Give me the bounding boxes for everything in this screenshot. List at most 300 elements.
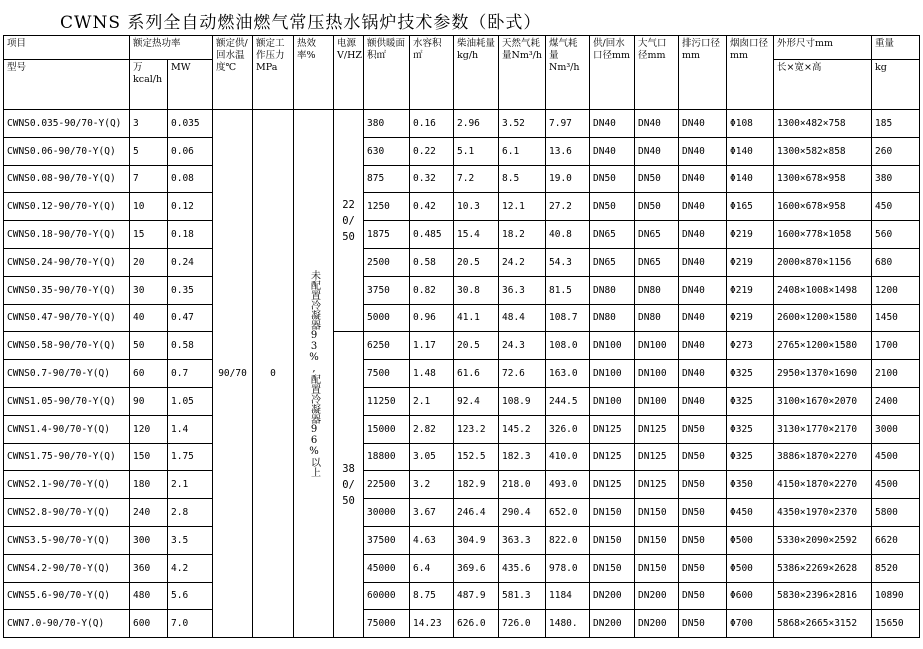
cell-chimney: Φ450 [727, 499, 774, 527]
cell-diesel: 2.96 [454, 110, 499, 138]
cell-diesel: 123.2 [454, 415, 499, 443]
cell-drain: DN40 [679, 248, 727, 276]
cell-kcal: 3 [130, 110, 168, 138]
cell-supply-return: DN100 [590, 387, 635, 415]
cell-city-gas: 1480. [546, 610, 590, 638]
cell-atmosphere: DN150 [635, 526, 679, 554]
cell-water-volume: 14.23 [410, 610, 454, 638]
header-model: 型号 [4, 60, 130, 110]
cell-natural-gas: 363.3 [499, 526, 546, 554]
cell-heating-area: 380 [364, 110, 410, 138]
cell-heating-area: 22500 [364, 471, 410, 499]
cell-dimension: 2000×870×1156 [774, 248, 872, 276]
cell-natural-gas: 72.6 [499, 360, 546, 388]
cell-chimney: Φ325 [727, 415, 774, 443]
cell-drain: DN40 [679, 221, 727, 249]
cell-weight: 6620 [872, 526, 920, 554]
cell-mw: 0.58 [168, 332, 213, 360]
cell-heating-area: 5000 [364, 304, 410, 332]
cell-chimney: Φ165 [727, 193, 774, 221]
header-row-1 [4, 36, 920, 60]
cell-model: CWNS0.24-90/70-Y(Q) [4, 248, 130, 276]
cell-weight: 8520 [872, 554, 920, 582]
cell-city-gas: 1184 [546, 582, 590, 610]
cell-model: CWNS0.47-90/70-Y(Q) [4, 304, 130, 332]
cell-supply-return: DN50 [590, 165, 635, 193]
cell-dimension: 1300×582×858 [774, 137, 872, 165]
cell-weight: 260 [872, 137, 920, 165]
cell-natural-gas: 24.2 [499, 248, 546, 276]
cell-atmosphere: DN125 [635, 443, 679, 471]
cell-supply-return: DN50 [590, 193, 635, 221]
cell-weight: 2100 [872, 360, 920, 388]
cell-heating-area: 75000 [364, 610, 410, 638]
cell-natural-gas: 18.2 [499, 221, 546, 249]
header-diesel: 柴油耗量kg/h [454, 36, 499, 110]
cell-model: CWNS3.5-90/70-Y(Q) [4, 526, 130, 554]
cell-dimension: 2765×1200×1580 [774, 332, 872, 360]
cell-dimension: 3130×1770×2170 [774, 415, 872, 443]
table-row [4, 415, 920, 443]
cell-heating-area: 3750 [364, 276, 410, 304]
cell-city-gas: 108.0 [546, 332, 590, 360]
cell-heating-area: 7500 [364, 360, 410, 388]
cell-supply-return: DN125 [590, 415, 635, 443]
cell-diesel: 487.9 [454, 582, 499, 610]
cell-chimney: Φ219 [727, 221, 774, 249]
cell-natural-gas: 182.3 [499, 443, 546, 471]
cell-heating-area: 37500 [364, 526, 410, 554]
cell-water-volume: 4.63 [410, 526, 454, 554]
cell-chimney: Φ700 [727, 610, 774, 638]
cell-drain: DN50 [679, 526, 727, 554]
cell-kcal: 90 [130, 387, 168, 415]
cell-atmosphere: DN150 [635, 554, 679, 582]
cell-model: CWNS2.8-90/70-Y(Q) [4, 499, 130, 527]
cell-chimney: Φ325 [727, 387, 774, 415]
cell-supply-return: DN200 [590, 582, 635, 610]
cell-weight: 450 [872, 193, 920, 221]
header-unit-mw: MW [168, 60, 213, 110]
cell-chimney: Φ273 [727, 332, 774, 360]
cell-drain: DN50 [679, 415, 727, 443]
cell-weight: 10890 [872, 582, 920, 610]
cell-mw: 0.47 [168, 304, 213, 332]
cell-dimension: 5386×2269×2628 [774, 554, 872, 582]
cell-diesel: 182.9 [454, 471, 499, 499]
cell-weight: 5800 [872, 499, 920, 527]
cell-atmosphere: DN200 [635, 582, 679, 610]
cell-mw: 0.18 [168, 221, 213, 249]
table-row [4, 554, 920, 582]
cell-mw: 2.1 [168, 471, 213, 499]
cell-weight: 4500 [872, 471, 920, 499]
cell-kcal: 480 [130, 582, 168, 610]
cell-mw: 5.6 [168, 582, 213, 610]
cell-diesel: 369.6 [454, 554, 499, 582]
cell-kcal: 120 [130, 415, 168, 443]
table-row [4, 221, 920, 249]
cell-mw: 4.2 [168, 554, 213, 582]
cell-natural-gas: 145.2 [499, 415, 546, 443]
cell-supply-return: DN65 [590, 248, 635, 276]
cell-heating-area: 45000 [364, 554, 410, 582]
cell-dimension: 3886×1870×2270 [774, 443, 872, 471]
cell-dimension: 5330×2090×2592 [774, 526, 872, 554]
cell-model: CWNS5.6-90/70-Y(Q) [4, 582, 130, 610]
cell-atmosphere: DN125 [635, 415, 679, 443]
cell-kcal: 5 [130, 137, 168, 165]
header-supply-return: 供/回水口径mm [590, 36, 635, 110]
cell-weight: 3000 [872, 415, 920, 443]
cell-weight: 680 [872, 248, 920, 276]
merged-efficiency-text: 未配置冷凝器93%,配置冷凝器96%以上 [308, 270, 320, 478]
cell-drain: DN40 [679, 360, 727, 388]
cell-drain: DN50 [679, 471, 727, 499]
cell-mw: 3.5 [168, 526, 213, 554]
cell-mw: 2.8 [168, 499, 213, 527]
cell-supply-return: DN125 [590, 443, 635, 471]
cell-natural-gas: 8.5 [499, 165, 546, 193]
cell-heating-area: 18800 [364, 443, 410, 471]
cell-dimension: 4350×1970×2370 [774, 499, 872, 527]
cell-atmosphere: DN100 [635, 387, 679, 415]
cell-natural-gas: 48.4 [499, 304, 546, 332]
cell-kcal: 15 [130, 221, 168, 249]
header-rated-heat: 额定热功率 [130, 36, 213, 60]
cell-natural-gas: 435.6 [499, 554, 546, 582]
cell-kcal: 60 [130, 360, 168, 388]
cell-chimney: Φ600 [727, 582, 774, 610]
cell-model: CWN7.0-90/70-Y(Q) [4, 610, 130, 638]
cell-dimension: 5830×2396×2816 [774, 582, 872, 610]
cell-kcal: 30 [130, 276, 168, 304]
cell-drain: DN50 [679, 443, 727, 471]
cell-heating-area: 1250 [364, 193, 410, 221]
cell-atmosphere: DN200 [635, 610, 679, 638]
table-row [4, 443, 920, 471]
cell-natural-gas: 581.3 [499, 582, 546, 610]
cell-model: CWNS2.1-90/70-Y(Q) [4, 471, 130, 499]
cell-supply-return: DN125 [590, 471, 635, 499]
cell-drain: DN50 [679, 610, 727, 638]
cell-natural-gas: 3.52 [499, 110, 546, 138]
cell-water-volume: 0.485 [410, 221, 454, 249]
merged-efficiency [294, 110, 334, 638]
header-pressure: 额定工作压力MPa [253, 36, 294, 110]
cell-weight: 2400 [872, 387, 920, 415]
cell-supply-return: DN150 [590, 499, 635, 527]
cell-drain: DN40 [679, 304, 727, 332]
cell-chimney: Φ140 [727, 165, 774, 193]
cell-chimney: Φ325 [727, 443, 774, 471]
cell-mw: 0.035 [168, 110, 213, 138]
cell-supply-return: DN65 [590, 221, 635, 249]
cell-diesel: 15.4 [454, 221, 499, 249]
cell-supply-return: DN100 [590, 360, 635, 388]
cell-drain: DN40 [679, 193, 727, 221]
cell-dimension: 1300×678×958 [774, 165, 872, 193]
cell-model: CWNS0.08-90/70-Y(Q) [4, 165, 130, 193]
cell-mw: 1.4 [168, 415, 213, 443]
cell-atmosphere: DN40 [635, 137, 679, 165]
cell-heating-area: 11250 [364, 387, 410, 415]
cell-atmosphere: DN125 [635, 471, 679, 499]
cell-kcal: 180 [130, 471, 168, 499]
cell-atmosphere: DN50 [635, 165, 679, 193]
cell-city-gas: 54.3 [546, 248, 590, 276]
cell-supply-return: DN40 [590, 110, 635, 138]
cell-kcal: 7 [130, 165, 168, 193]
cell-diesel: 30.8 [454, 276, 499, 304]
cell-model: CWNS0.12-90/70-Y(Q) [4, 193, 130, 221]
cell-city-gas: 410.0 [546, 443, 590, 471]
cell-heating-area: 875 [364, 165, 410, 193]
table-row [4, 276, 920, 304]
cell-water-volume: 3.2 [410, 471, 454, 499]
cell-drain: DN40 [679, 165, 727, 193]
cell-diesel: 246.4 [454, 499, 499, 527]
cell-water-volume: 0.82 [410, 276, 454, 304]
cell-drain: DN50 [679, 554, 727, 582]
cell-water-volume: 0.42 [410, 193, 454, 221]
cell-atmosphere: DN50 [635, 193, 679, 221]
cell-kcal: 360 [130, 554, 168, 582]
table-row [4, 526, 920, 554]
header-chimney: 烟囱口径mm [727, 36, 774, 110]
cell-water-volume: 3.05 [410, 443, 454, 471]
cell-city-gas: 108.7 [546, 304, 590, 332]
header-drain: 排污口径mm [679, 36, 727, 110]
merged-pressure: 0 [253, 110, 294, 638]
table-row [4, 248, 920, 276]
cell-mw: 0.7 [168, 360, 213, 388]
cell-city-gas: 326.0 [546, 415, 590, 443]
cell-dimension: 1600×678×958 [774, 193, 872, 221]
cell-drain: DN40 [679, 137, 727, 165]
cell-city-gas: 19.0 [546, 165, 590, 193]
cell-model: CWNS0.35-90/70-Y(Q) [4, 276, 130, 304]
cell-dimension: 1300×482×758 [774, 110, 872, 138]
cell-model: CWNS1.4-90/70-Y(Q) [4, 415, 130, 443]
cell-heating-area: 6250 [364, 332, 410, 360]
cell-city-gas: 7.97 [546, 110, 590, 138]
spec-table [3, 35, 920, 638]
cell-diesel: 626.0 [454, 610, 499, 638]
table-row [4, 471, 920, 499]
cell-drain: DN40 [679, 387, 727, 415]
cell-dimension: 5868×2665×3152 [774, 610, 872, 638]
header-item: 项目 [4, 36, 130, 60]
cell-weight: 1200 [872, 276, 920, 304]
table-row [4, 165, 920, 193]
table-row [4, 137, 920, 165]
cell-drain: DN50 [679, 582, 727, 610]
table-row [4, 110, 920, 138]
cell-chimney: Φ219 [727, 304, 774, 332]
header-efficiency: 热效率% [294, 36, 334, 110]
cell-water-volume: 0.58 [410, 248, 454, 276]
header-city-gas: 煤气耗量Nm³/h [546, 36, 590, 110]
cell-city-gas: 822.0 [546, 526, 590, 554]
cell-atmosphere: DN100 [635, 360, 679, 388]
table-row [4, 304, 920, 332]
cell-diesel: 304.9 [454, 526, 499, 554]
cell-heating-area: 1875 [364, 221, 410, 249]
cell-model: CWNS0.18-90/70-Y(Q) [4, 221, 130, 249]
cell-water-volume: 0.96 [410, 304, 454, 332]
merged-power-220 [334, 110, 364, 332]
cell-natural-gas: 108.9 [499, 387, 546, 415]
header-weight-unit: kg [872, 60, 920, 110]
cell-water-volume: 0.32 [410, 165, 454, 193]
cell-mw: 0.35 [168, 276, 213, 304]
cell-heating-area: 15000 [364, 415, 410, 443]
cell-diesel: 7.2 [454, 165, 499, 193]
cell-city-gas: 40.8 [546, 221, 590, 249]
merged-power-380-text: 380/50 [342, 462, 355, 507]
cell-dimension: 2408×1008×1498 [774, 276, 872, 304]
merged-power-220-text: 220/50 [342, 198, 355, 243]
cell-heating-area: 2500 [364, 248, 410, 276]
cell-mw: 0.24 [168, 248, 213, 276]
cell-atmosphere: DN100 [635, 332, 679, 360]
cell-drain: DN40 [679, 332, 727, 360]
header-dimension-sub: 长×宽×高 [774, 60, 872, 110]
header-temp: 额定供/回水温度℃ [213, 36, 253, 110]
cell-diesel: 92.4 [454, 387, 499, 415]
cell-diesel: 41.1 [454, 304, 499, 332]
cell-water-volume: 8.75 [410, 582, 454, 610]
header-heating-area: 额供暖面积㎡ [364, 36, 410, 110]
cell-water-volume: 1.17 [410, 332, 454, 360]
cell-model: CWNS0.7-90/70-Y(Q) [4, 360, 130, 388]
cell-supply-return: DN80 [590, 304, 635, 332]
cell-dimension: 2600×1200×1580 [774, 304, 872, 332]
cell-atmosphere: DN65 [635, 221, 679, 249]
cell-natural-gas: 6.1 [499, 137, 546, 165]
cell-dimension: 3100×1670×2070 [774, 387, 872, 415]
cell-kcal: 50 [130, 332, 168, 360]
cell-dimension: 2950×1370×1690 [774, 360, 872, 388]
cell-weight: 1700 [872, 332, 920, 360]
cell-kcal: 150 [130, 443, 168, 471]
cell-kcal: 10 [130, 193, 168, 221]
cell-supply-return: DN200 [590, 610, 635, 638]
cell-mw: 0.06 [168, 137, 213, 165]
cell-city-gas: 244.5 [546, 387, 590, 415]
cell-chimney: Φ350 [727, 471, 774, 499]
cell-dimension: 1600×778×1058 [774, 221, 872, 249]
cell-supply-return: DN100 [590, 332, 635, 360]
merged-temp: 90/70 [213, 110, 253, 638]
cell-chimney: Φ219 [727, 276, 774, 304]
cell-water-volume: 2.82 [410, 415, 454, 443]
table-row [4, 499, 920, 527]
cell-natural-gas: 12.1 [499, 193, 546, 221]
cell-model: CWNS0.58-90/70-Y(Q) [4, 332, 130, 360]
cell-natural-gas: 36.3 [499, 276, 546, 304]
cell-model: CWNS1.75-90/70-Y(Q) [4, 443, 130, 471]
cell-chimney: Φ108 [727, 110, 774, 138]
cell-diesel: 5.1 [454, 137, 499, 165]
cell-mw: 0.08 [168, 165, 213, 193]
cell-water-volume: 0.16 [410, 110, 454, 138]
cell-atmosphere: DN40 [635, 110, 679, 138]
cell-supply-return: DN40 [590, 137, 635, 165]
cell-atmosphere: DN150 [635, 499, 679, 527]
cell-weight: 185 [872, 110, 920, 138]
cell-model: CWNS1.05-90/70-Y(Q) [4, 387, 130, 415]
cell-city-gas: 27.2 [546, 193, 590, 221]
cell-weight: 4500 [872, 443, 920, 471]
cell-model: CWNS0.035-90/70-Y(Q) [4, 110, 130, 138]
cell-weight: 560 [872, 221, 920, 249]
cell-natural-gas: 290.4 [499, 499, 546, 527]
cell-drain: DN40 [679, 110, 727, 138]
cell-heating-area: 60000 [364, 582, 410, 610]
cell-kcal: 240 [130, 499, 168, 527]
cell-city-gas: 163.0 [546, 360, 590, 388]
cell-weight: 1450 [872, 304, 920, 332]
cell-water-volume: 0.22 [410, 137, 454, 165]
cell-dimension: 4150×1870×2270 [774, 471, 872, 499]
cell-water-volume: 1.48 [410, 360, 454, 388]
cell-mw: 1.75 [168, 443, 213, 471]
cell-heating-area: 30000 [364, 499, 410, 527]
cell-natural-gas: 24.3 [499, 332, 546, 360]
cell-heating-area: 630 [364, 137, 410, 165]
cell-kcal: 40 [130, 304, 168, 332]
cell-model: CWNS4.2-90/70-Y(Q) [4, 554, 130, 582]
cell-weight: 380 [872, 165, 920, 193]
table-row [4, 193, 920, 221]
cell-drain: DN50 [679, 499, 727, 527]
cell-city-gas: 493.0 [546, 471, 590, 499]
cell-mw: 0.12 [168, 193, 213, 221]
cell-drain: DN40 [679, 276, 727, 304]
merged-power-380 [334, 332, 364, 638]
cell-chimney: Φ140 [727, 137, 774, 165]
cell-city-gas: 81.5 [546, 276, 590, 304]
cell-diesel: 10.3 [454, 193, 499, 221]
table-row [4, 387, 920, 415]
cell-water-volume: 2.1 [410, 387, 454, 415]
cell-atmosphere: DN80 [635, 276, 679, 304]
cell-atmosphere: DN65 [635, 248, 679, 276]
document-title: CWNS 系列全自动燃油燃气常压热水锅炉技术参数（卧式） [60, 13, 542, 33]
cell-natural-gas: 218.0 [499, 471, 546, 499]
cell-mw: 1.05 [168, 387, 213, 415]
cell-supply-return: DN150 [590, 554, 635, 582]
cell-weight: 15650 [872, 610, 920, 638]
cell-kcal: 600 [130, 610, 168, 638]
cell-kcal: 20 [130, 248, 168, 276]
cell-diesel: 20.5 [454, 332, 499, 360]
spec-table-body [4, 110, 920, 638]
table-row [4, 610, 920, 638]
cell-chimney: Φ500 [727, 526, 774, 554]
cell-mw: 7.0 [168, 610, 213, 638]
cell-water-volume: 6.4 [410, 554, 454, 582]
header-natural-gas: 天然气耗量Nm³/h [499, 36, 546, 110]
cell-diesel: 20.5 [454, 248, 499, 276]
header-power: 电源V/HZ [334, 36, 364, 110]
table-row [4, 360, 920, 388]
cell-kcal: 300 [130, 526, 168, 554]
header-atmosphere: 大气口径mm [635, 36, 679, 110]
cell-water-volume: 3.67 [410, 499, 454, 527]
